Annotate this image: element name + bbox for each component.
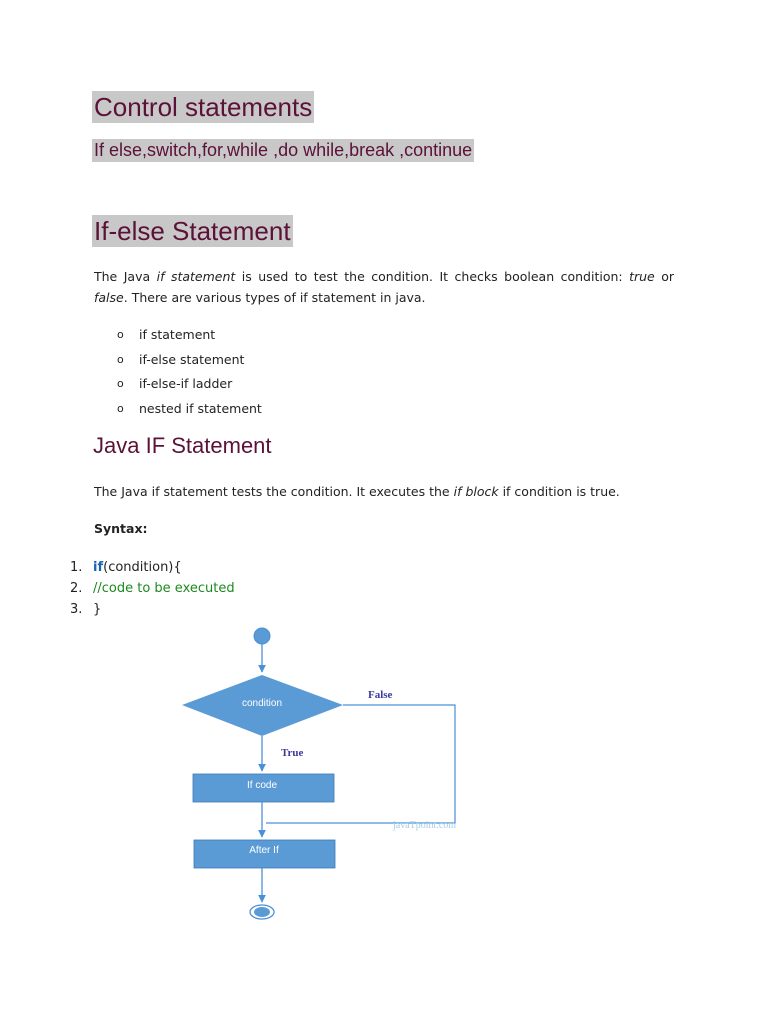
list-item-text: nested if statement [139,401,262,417]
if-code-label: If code [246,780,278,791]
text-run: The Java [94,269,157,284]
start-node [254,628,270,644]
bullet-marker: o [117,377,124,391]
page-subtitle: If else,switch,for,while ,do while,break ,continue [94,140,473,160]
page-title: Control statements [94,92,313,122]
bullet-marker: o [117,328,124,341]
text-run: or [654,269,674,284]
code-comment: //code to be executed [93,581,235,596]
section-heading-if-else: If-else Statement [94,216,291,246]
false-label: False [368,689,393,701]
text-run: is used to test the condition. It checks boolean condition: [235,269,630,284]
end-node [254,907,270,917]
condition-label: condition [241,698,283,709]
list-item-text: if-else-if ladder [139,376,233,392]
text-run: . There are various types of if statement in java. [123,290,426,305]
line-number: 1. [70,560,83,575]
bullet-marker: o [117,352,124,366]
code-text: (condition){ [103,560,182,575]
code-text: } [93,602,102,617]
watermark-text: javaTpoint.com [393,820,457,831]
text-run: if condition is true. [498,484,620,499]
after-if-label: After If [249,845,279,856]
emphasis-if-block: if block [453,484,499,499]
section-heading-java-if: Java IF Statement [93,433,272,458]
line-number: 3. [70,602,83,617]
bullet-marker: o [117,402,124,416]
text-run: The Java if statement tests the condition. It executes the [94,484,454,499]
emphasis-true: true [629,269,655,284]
list-item-text: if statement [139,327,216,342]
emphasis-false: false [94,290,124,305]
syntax-label: Syntax: [94,521,148,536]
code-keyword: if [93,560,104,575]
true-label: True [281,747,304,759]
emphasis-if-statement: if statement [156,269,236,284]
line-number: 2. [70,581,83,596]
list-item-text: if-else statement [139,351,245,367]
